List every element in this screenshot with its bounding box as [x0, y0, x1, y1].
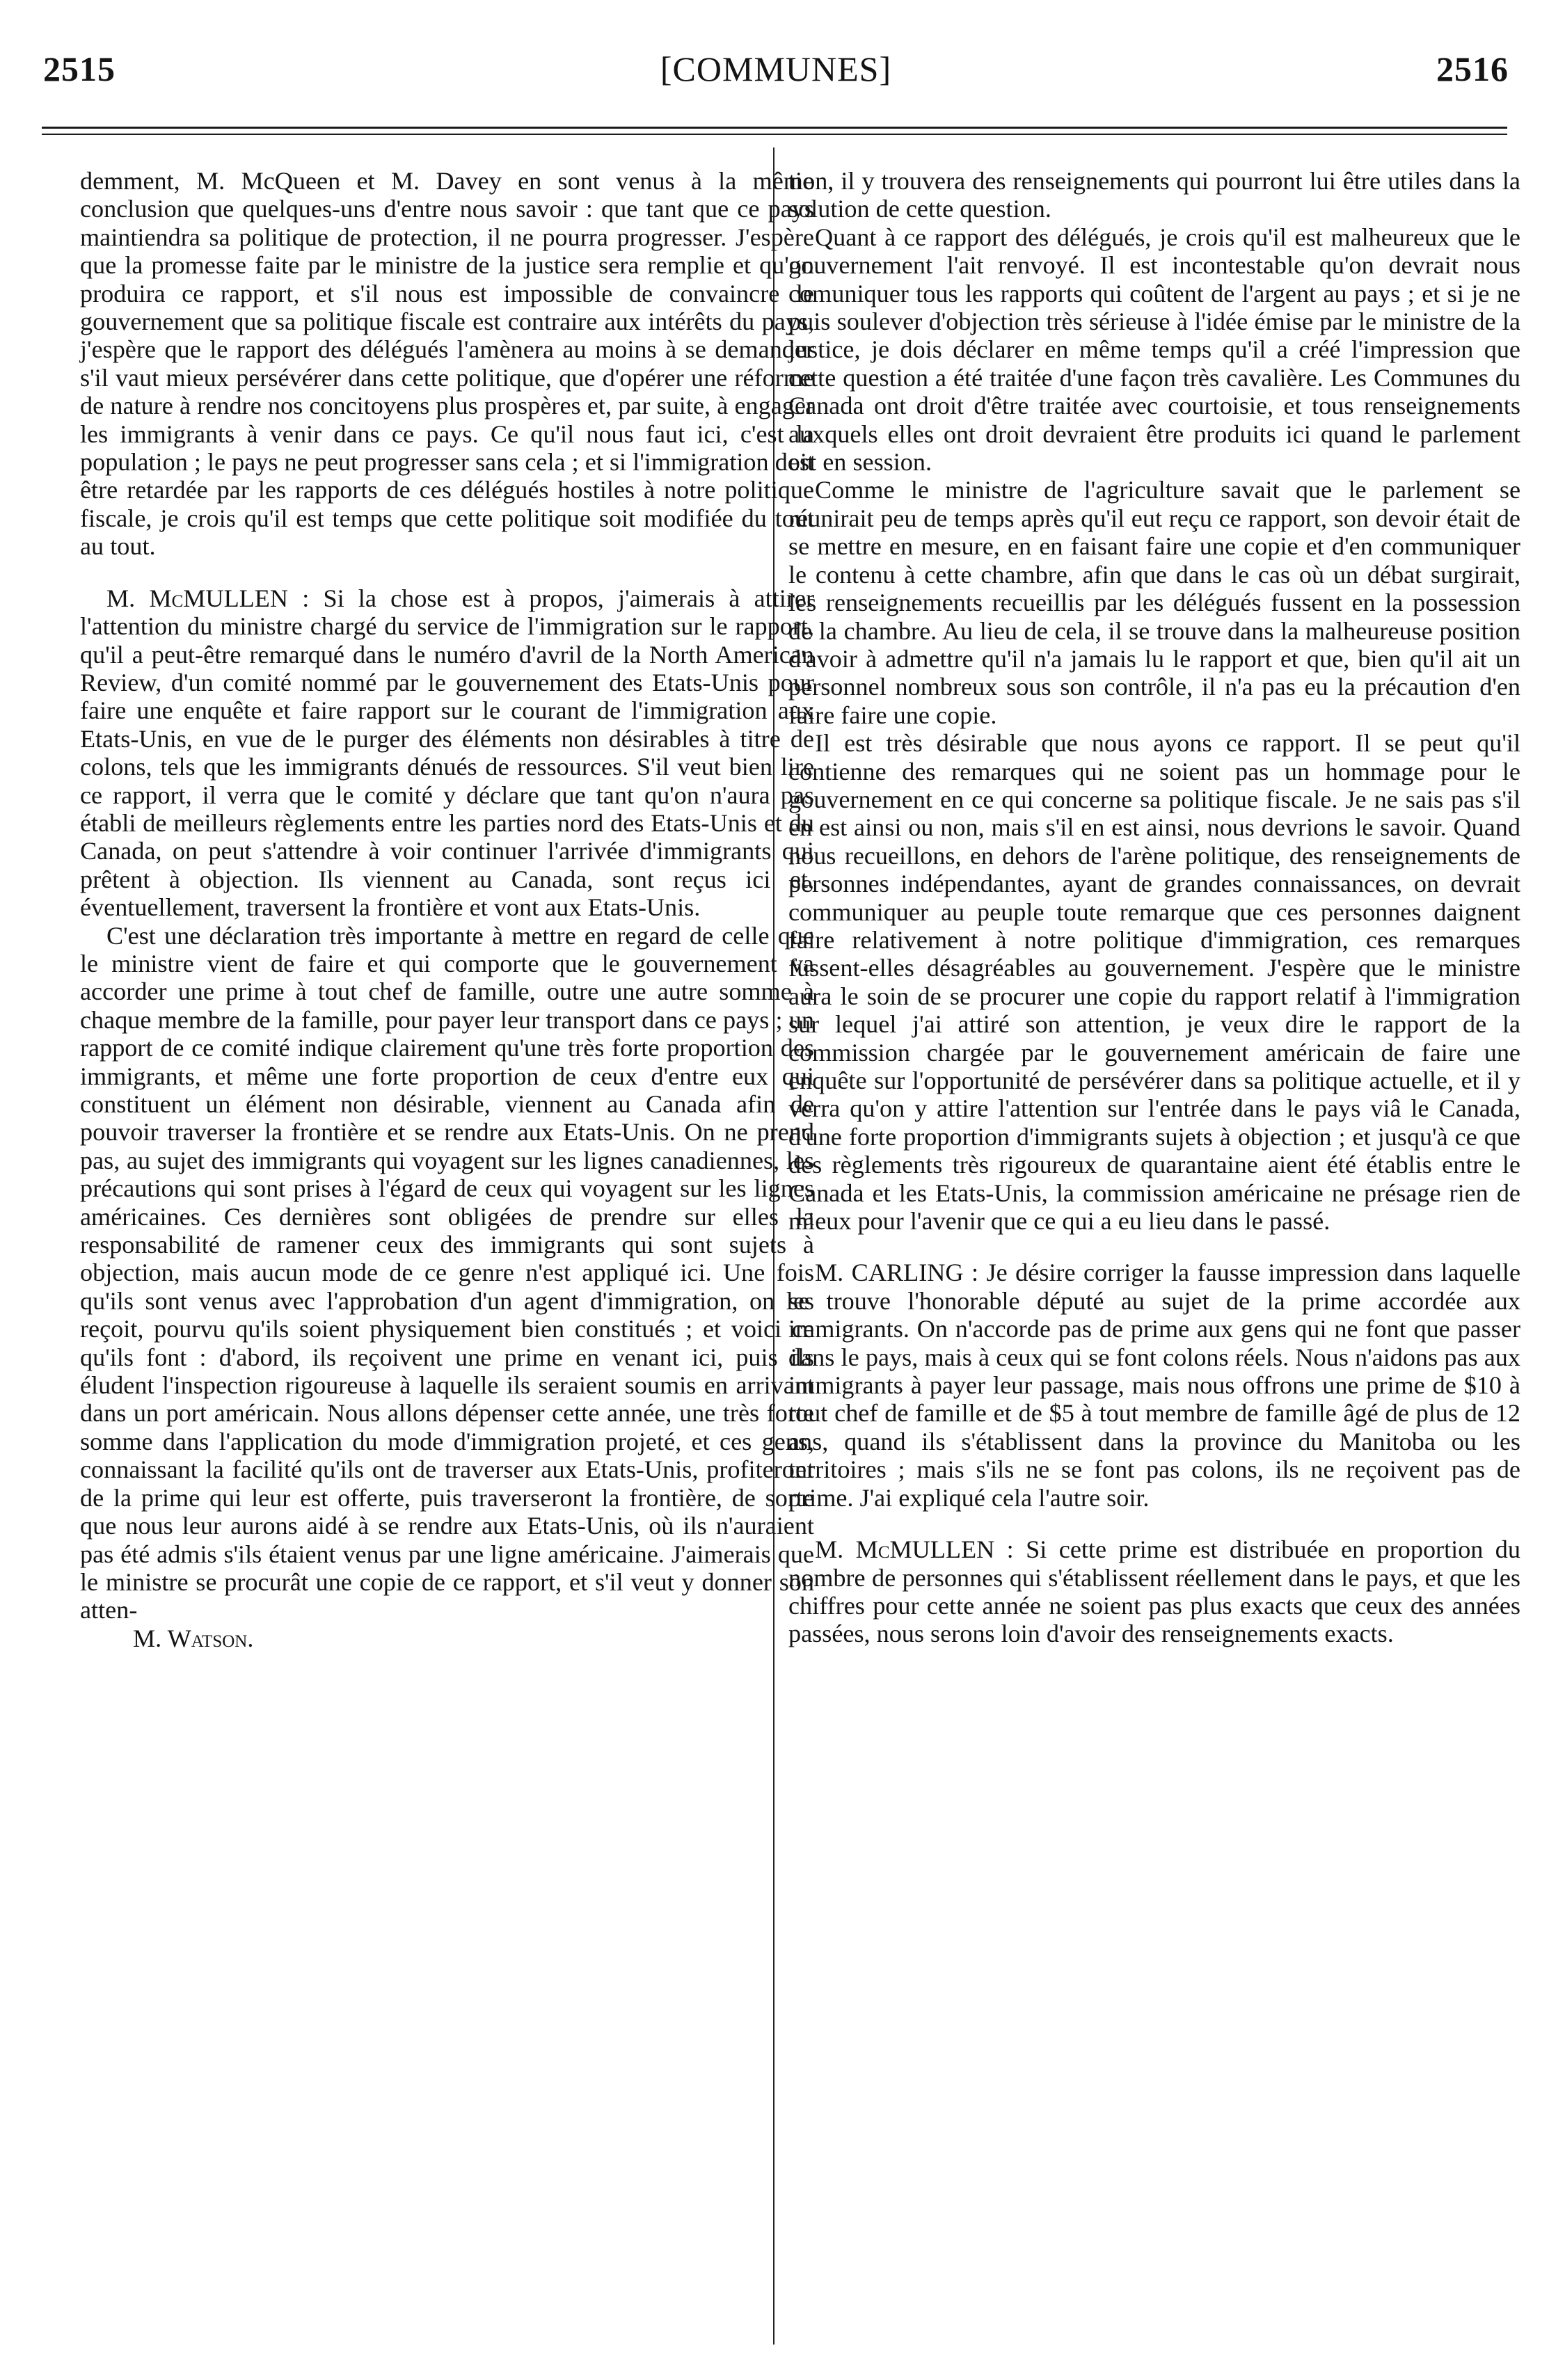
paragraph — [80, 167, 814, 561]
page-signature: M. Watson. — [133, 1624, 254, 1652]
paragraph — [788, 1259, 1520, 1512]
paragraph — [788, 223, 1520, 477]
paragraph — [788, 167, 1520, 223]
right-column — [788, 167, 1520, 1648]
paragraph — [788, 729, 1520, 1235]
page-number-left: 2515 — [43, 49, 116, 88]
paragraph — [788, 476, 1520, 729]
page-number-right: 2516 — [1436, 49, 1509, 88]
left-column — [80, 167, 814, 1652]
paragraph-text: demment, M. McQueen et M. Davey en sont venus à la même conclusion que quelques-uns d'entre nous savoir : que tant que ce pays maintiendra sa politique de protection, il ne pourra progresser. J'espère que la promesse faite par le ministre de la justice sera remplie et qu'on produira ce rapport, et s'il nous est impossible de convaincre le gouvernement que sa politique fiscale est contraire aux intérêts du pays, j'espère que le rapport des délégués l'amènera au moins à se demander s'il vaut mieux persévérer dans cette politique, que d'opérer une réforme de nature à rendre nos concitoyens plus prospères et, par suite, à engager les immigrants à venir dans ce pays. Ce qu'il nous faut ici, c'est la population ; le pays ne peut progresser sans cela ; et si l'immigration doit être retardée par les rapports de ces délégués hostiles à notre politique fiscale, je crois qu'il est temps que cette politique soit modifiée du tout au tout. — [80, 167, 814, 561]
paragraph-text: Quant à ce rapport des délégués, je crois qu'il est malheureux que le gouvernement l'ait renvoyé. Il est incontestable qu'on devrait nous comuniquer tous les rapports qui coûtent de l'argent au pays ; et si je ne puis soulever d'objection très sérieuse à l'idée émise par le ministre de la justice, je dois déclarer en même temps qu'il a créé l'impression que cette question a été traitée d'une façon très cavalière. Les Communes du Canada ont droit d'être traitée avec courtoisie, et tous renseignements auxquels elles ont droit devraient être produits ici quand le parlement est en session. — [788, 223, 1520, 477]
paragraph — [80, 922, 814, 1624]
page-header — [43, 39, 1509, 95]
speaker-name: M. CARLING : — [815, 1259, 979, 1287]
paragraph-text: Si cette prime est distribuée en proportion du nombre de personnes qui s'établissent réellement dans le pays, et que les chiffres pour cette année ne soient pas plus exacts que ceux des années passées, nous serons loin d'avoir des renseignements exacts. — [788, 1535, 1520, 1648]
paragraph — [80, 584, 814, 922]
paragraph-text: Il est très désirable que nous ayons ce rapport. Il se peut qu'il contienne des remarques qui ne soient pas un hommage pour le gouvernement en ce qui concerne sa politique fiscale. Je ne sais pas s'il en est ainsi ou non, mais s'il en est ainsi, nous devrions le savoir. Quand nous recueillons, en dehors de l'arène politique, des renseignements de personnes indépendantes, ayant de grandes connaissances, on devrait communiquer au peuple toute remarque que ces personnes daignent faire relativement à notre politique d'immigration, ces remarques fussent-elles désagréables au gouvernement. J'espère que le ministre aura le soin de se procurer une copie du rapport relatif à l'immigration sur lequel j'ai attiré son attention, je veux dire le rapport de la commission chargée par le gouvernement américain de faire une enquête sur l'opportunité de persévérer dans sa politique actuelle, et il y verra qu'on y attire l'attention sur l'entrée dans le pays viâ le Canada, d'une forte proportion d'immigrants sujets à objection ; et jusqu'à ce que des règlements très rigoureux de quarantaine aient été établis entre le Canada et les Etats-Unis, la commission américaine ne présage rien de mieux pour l'avenir que ce qui a eu lieu dans le passé. — [788, 729, 1520, 1236]
header-rule-thick — [42, 127, 1507, 129]
paragraph-text: Si la chose est à propos, j'aimerais à attirer l'attention du ministre chargé du service de l'immigration sur le rapport, qu'il a peut-être remarqué dans le numéro d'avril de la North American Review, d'un comité nommé par le gouvernement des Etats-Unis pour faire une enquête et faire rapport sur le courant de l'immigration aux Etats-Unis, en vue de le purger des éléments non désirables à titre de colons, tels que les immigrants dénués de ressources. S'il veut bien lire ce rapport, il verra que le comité y déclare que tant qu'on n'aura pas établi de meilleurs règlements entre les parties nord des Etats-Unis et du Canada, on peut s'attendre à voir continuer l'arrivée d'immigrants qui prêtent à objection. Ils viennent au Canada, sont reçus ici et, éventuellement, traversent la frontière et vont aux Etats-Unis. — [80, 584, 814, 922]
paragraph-text: Je désire corriger la fausse impression dans laquelle se trouve l'honorable député au sujet de la prime accordée aux immigrants. On n'accorde pas de prime aux gens qui ne font que passer dans le pays, mais à ceux qui se font colons réels. Nous n'aidons pas aux immigrants à payer leur passage, mais nous offrons une prime de $10 à tout chef de famille et de $5 à tout membre de famille âgé de plus de 12 ans, quand ils s'établissent dans la province du Manitoba ou les territoires ; mais s'ils ne se font pas colons, ils ne reçoivent pas de prime. J'ai expliqué cela l'autre soir. — [788, 1259, 1521, 1512]
paragraph-text: C'est une déclaration très importante à mettre en regard de celle que le ministre vient de faire et qui comporte que le gouvernement va accorder une prime à tout chef de famille, outre une autre somme à chaque membre de la famille, pour payer leur transport dans ce pays ; un rapport de ce comité indique clairement qu'une très forte proportion des immigrants, et même une forte proportion de ceux d'entre eux qui constituent un élément non désirable, viennent au Canada afin de pouvoir traverser la frontière et se rendre aux Etats-Unis. On ne prend pas, au sujet des immigrants qui voyagent sur les lignes canadiennes, les précautions qui sont prises à l'égard de ceux qui voyagent sur les lignes américaines. Ces dernières sont obligées de prendre sur elles la responsabilité de ramener ceux des immigrants qui sont sujets à objection, mais aucun mode de ce genre n'est appliqué ici. Une fois qu'ils sont venus avec l'approbation d'un agent d'immigration, on les reçoit, pourvu qu'ils soient physiquement bien constitués ; et voici ce qu'ils font : d'abord, ils reçoivent une prime en venant ici, puis ils éludent l'inspection rigoureuse à laquelle ils seraient soumis en arrivant dans un port américain. Nous allons dépenser cette année, une très forte somme dans l'application du mode d'immigration projeté, et ces gens, connaissant la facilité qu'ils ont de traverser aux Etats-Unis, profiteront de la prime qui leur est offerte, puis traverseront la frontière, de sorte que nous leur aurons aidé à se rendre aux Etats-Unis, où ils n'auraient pas été admis s'ils étaient venus par une ligne américaine. J'aimerais que le ministre se procurât une copie de ce rapport, et s'il veut y donner son atten- — [80, 921, 814, 1624]
speaker-name: M. McMULLEN : — [815, 1535, 1014, 1564]
running-title: [COMMUNES] — [660, 49, 892, 88]
paragraph — [788, 1535, 1520, 1648]
speaker-name: M. McMULLEN : — [106, 584, 310, 612]
paragraph-text: tion, il y trouvera des renseignements qui pourront lui être utiles dans la solution de cette question. — [788, 167, 1520, 223]
paragraph-text: Comme le ministre de l'agriculture savait que le parlement se réunirait peu de temps après qu'il eut reçu ce rapport, son devoir était de se mettre en mesure, en en faisant faire une copie et d'en communiquer le contenu à cette chambre, afin que dans le cas où un débat surgirait, les renseignements recueillis par les délégués fussent en la possession de la chambre. Au lieu de cela, il se trouve dans la malheureuse position d'avoir à admettre qu'il n'a jamais lu le rapport et que, bien qu'il ait un personnel nombreux sous son contrôle, il n'a pas eu la précaution d'en faire faire une copie. — [788, 476, 1520, 729]
header-rule-thin — [42, 134, 1507, 135]
